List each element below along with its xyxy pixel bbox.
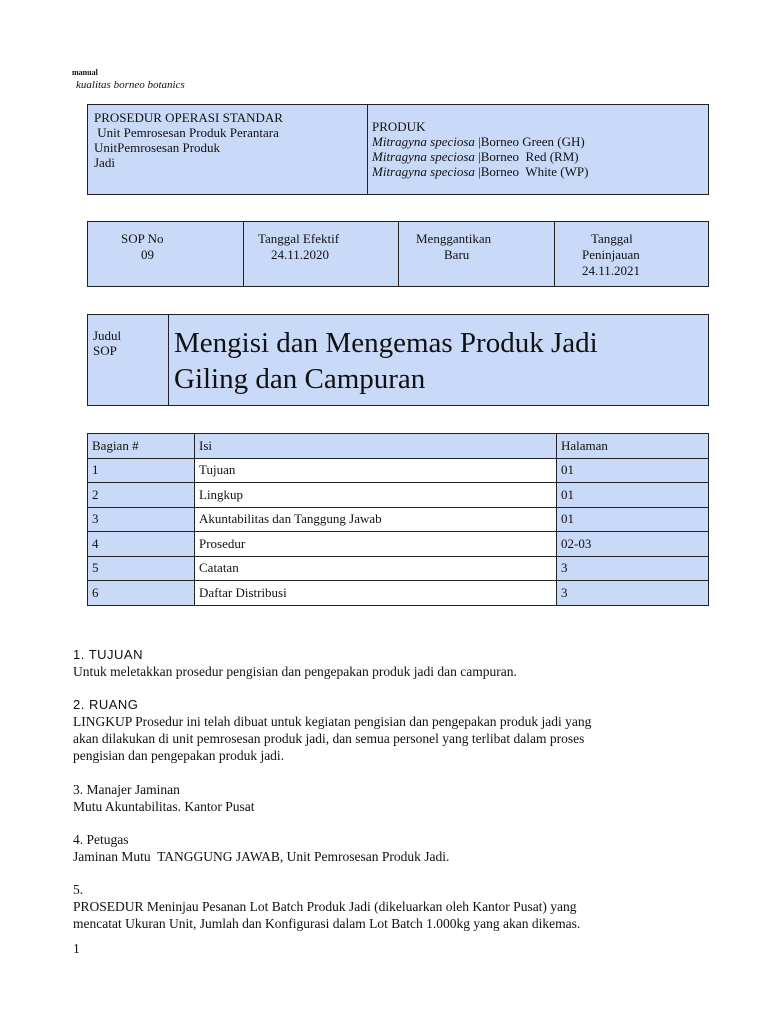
table-cell: Tujuan: [195, 458, 557, 483]
product-cell: [367, 105, 708, 194]
procedure-header-box: [87, 104, 709, 195]
sop-info-box: [87, 221, 709, 287]
table-row: [88, 532, 709, 557]
procedure-title: PROSEDUR OPERASI STANDAR: [94, 110, 283, 125]
product-variant: |Borneo White (WP): [474, 164, 589, 179]
table-row: [88, 556, 709, 581]
section-text: mencatat Ukuran Unit, Jumlah dan Konfigurasi dalam Lot Batch 1.000kg yang akan dikemas.: [73, 916, 581, 931]
title-label-cell: [88, 315, 168, 405]
sop-title: Mengisi dan Mengemas Produk Jadi: [174, 327, 598, 359]
effective-date-label: Tanggal Efektif: [258, 231, 340, 246]
table-cell: Prosedur: [195, 532, 557, 557]
effective-date-cell: [243, 222, 398, 286]
table-header: Isi: [195, 434, 557, 459]
table-cell: 3: [557, 556, 709, 581]
title-label: SOP: [93, 343, 117, 358]
product-line: [372, 149, 702, 164]
effective-date-value: 24.11.2020: [271, 247, 330, 262]
product-line: [372, 164, 702, 179]
section-heading: 1. TUJUAN: [73, 647, 143, 662]
section-accountability: [73, 781, 255, 815]
section-responsibility: [73, 831, 449, 865]
product-species: Mitragyna speciosa: [372, 149, 475, 164]
table-header: Bagian #: [88, 434, 195, 459]
section-text: LINGKUP Prosedur ini telah dibuat untuk kegiatan pengisian dan pengepakan produk jadi yang: [73, 714, 592, 729]
table-cell: 01: [557, 483, 709, 508]
unit-line: Unit Pemrosesan Produk Perantara: [94, 125, 279, 140]
sop-number-value: 09: [141, 247, 154, 262]
table-row: [88, 507, 709, 532]
section-scope: [73, 696, 591, 764]
table-cell: 3: [88, 507, 195, 532]
section-heading: 4. Petugas: [73, 832, 129, 847]
product-line: [372, 134, 702, 149]
table-cell: 4: [88, 532, 195, 557]
title-cell: [168, 315, 708, 405]
manual-label: manual: [72, 68, 98, 77]
table-cell: Catatan: [195, 556, 557, 581]
section-procedure: [73, 881, 580, 932]
section-text: Untuk meletakkan prosedur pengisian dan pengepakan produk jadi dan campuran.: [73, 664, 517, 679]
review-date-cell: [554, 222, 708, 286]
product-species: Mitragyna speciosa: [372, 134, 475, 149]
table-cell: 5: [88, 556, 195, 581]
section-text: akan dilakukan di unit pemrosesan produk jadi, dan semua personel yang terlibat dalam proses: [73, 731, 585, 746]
table-cell: Akuntabilitas dan Tanggung Jawab: [195, 507, 557, 532]
page-number: 1: [73, 941, 80, 956]
section-purpose: [73, 646, 517, 680]
title-label: Judul: [93, 328, 122, 343]
table-cell: 6: [88, 581, 195, 606]
sop-title: Giling dan Campuran: [174, 363, 426, 395]
table-row: [88, 581, 709, 606]
product-variant: |Borneo Red (RM): [474, 149, 579, 164]
table-cell: 1: [88, 458, 195, 483]
table-header-row: [88, 434, 709, 459]
brand-name: kualitas borneo botanics: [76, 79, 185, 91]
product-variant: |Borneo Green (GH): [474, 134, 585, 149]
product-label: PRODUK: [372, 119, 426, 134]
section-text: pengisian dan pengepakan produk jadi.: [73, 748, 285, 763]
table-row: [88, 458, 709, 483]
review-date-label: Peninjauan: [582, 247, 640, 262]
table-cell: 01: [557, 507, 709, 532]
table-cell: Daftar Distribusi: [195, 581, 557, 606]
table-row: [88, 483, 709, 508]
table-cell: 3: [557, 581, 709, 606]
product-species: Mitragyna speciosa: [372, 164, 475, 179]
contents-table: [87, 433, 709, 606]
section-text: PROSEDUR Meninjau Pesanan Lot Batch Produk Jadi (dikeluarkan oleh Kantor Pusat) yang: [73, 899, 577, 914]
procedure-cell: [88, 105, 367, 194]
sop-number-cell: [88, 222, 243, 286]
table-header: Halaman: [557, 434, 709, 459]
section-heading: 5.: [73, 882, 84, 897]
unit-line: UnitPemrosesan Produk: [94, 140, 221, 155]
section-text: Mutu Akuntabilitas. Kantor Pusat: [73, 799, 255, 814]
table-cell: 01: [557, 458, 709, 483]
replaces-value: Baru: [444, 247, 470, 262]
review-date-value: 24.11.2021: [582, 263, 641, 278]
sop-title-box: [87, 314, 709, 406]
table-cell: 2: [88, 483, 195, 508]
unit-line: Jadi: [94, 155, 115, 170]
table-cell: 02-03: [557, 532, 709, 557]
table-cell: Lingkup: [195, 483, 557, 508]
section-text: Jaminan Mutu TANGGUNG JAWAB, Unit Pemrosesan Produk Jadi.: [73, 849, 450, 864]
review-date-label: Tanggal: [591, 231, 633, 246]
sop-number-label: SOP No: [121, 231, 164, 246]
replaces-label: Menggantikan: [416, 231, 492, 246]
section-heading: 2. RUANG: [73, 697, 139, 712]
section-heading: 3. Manajer Jaminan: [73, 782, 180, 797]
replaces-cell: [398, 222, 554, 286]
